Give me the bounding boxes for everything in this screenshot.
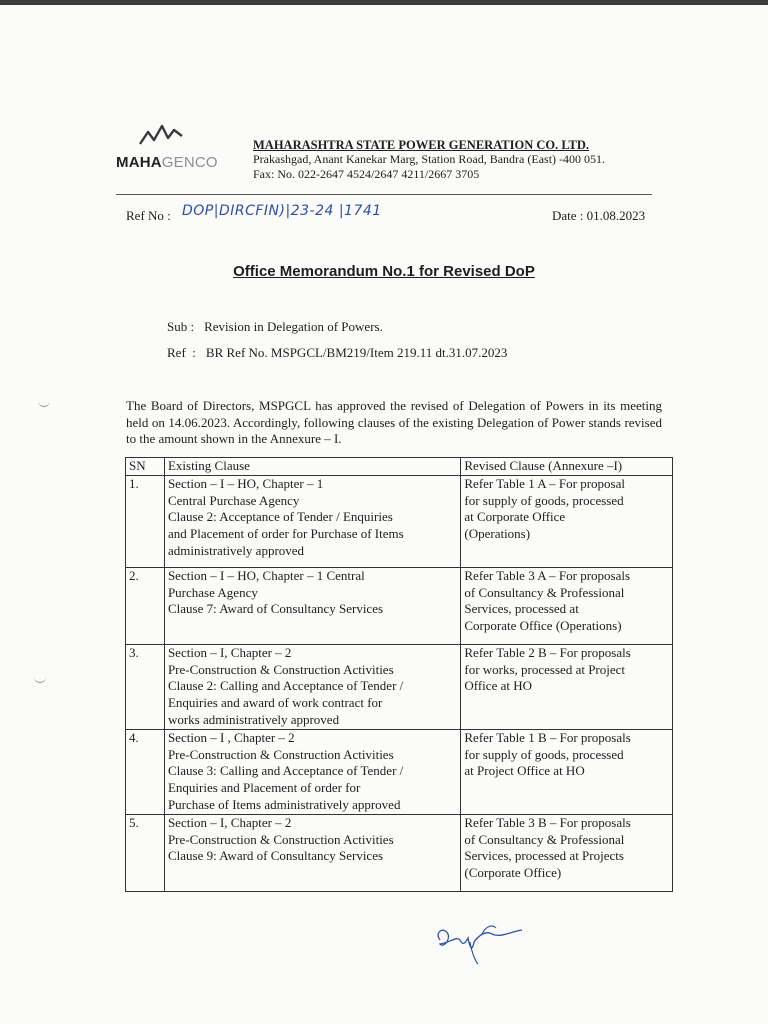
scan-hole-mark [38, 400, 50, 407]
table-row [126, 814, 673, 891]
scan-top-border [0, 0, 768, 5]
revised-clause-line: Services, processed at Projects [464, 848, 624, 864]
header-divider [116, 194, 652, 195]
logo-wordmark [116, 154, 218, 171]
table-row [126, 729, 673, 814]
dop-revision-table [125, 457, 673, 892]
table-header-row [126, 458, 673, 476]
logo-light-text: GENCO [161, 154, 218, 171]
revised-clause-line: of Consultancy & Professional [464, 584, 625, 600]
mahagenco-logo [116, 120, 226, 180]
company-fax: Fax: No. 022-2647 4524/2647 4211/2667 3705 [253, 167, 480, 181]
row-existing-clause [164, 729, 460, 814]
existing-clause-line: Section – I – HO, Chapter – 1 [167, 475, 324, 491]
existing-clause-line: Pre-Construction & Construction Activities [167, 746, 394, 762]
revised-clause-line: at Corporate Office [464, 509, 566, 525]
existing-clause-line: Section – I, Chapter – 2 [167, 814, 292, 830]
existing-clause-line: Section – I, Chapter – 2 [167, 644, 292, 660]
reference-text: BR Ref No. MSPGCL/BM219/Item 219.11 dt.31.07.2023 [205, 345, 508, 360]
revised-clause-line: (Operations) [464, 526, 531, 542]
revised-clause-line: Refer Table 1 B – For proposals [464, 729, 631, 745]
table-row [126, 475, 673, 567]
company-header [253, 138, 673, 182]
revised-clause-line: of Consultancy & Professional [464, 831, 625, 847]
revised-clause-line: Refer Table 3 A – For proposals [464, 567, 631, 583]
row-sn: 1. [126, 475, 165, 567]
row-sn: 3. [126, 644, 165, 729]
existing-clause-line: administratively approved [167, 542, 305, 558]
logo-bold-text: MAHA [116, 154, 162, 171]
subject-colon: : [190, 319, 195, 334]
scan-hole-mark [34, 676, 46, 683]
existing-clause-line: Purchase of Items administratively approved [167, 796, 401, 812]
header-revised-clause: Revised Clause (Annexure –I) [461, 458, 673, 476]
row-sn: 2. [126, 567, 165, 644]
company-name: MAHARASHTRA STATE POWER GENERATION CO. LTD. [253, 138, 590, 152]
company-address: Prakashgad, Anant Kanekar Marg, Station Road, Bandra (East) -400 051. [253, 152, 606, 166]
existing-clause-line: Section – I – HO, Chapter – 1 Central [167, 567, 365, 583]
revised-clause-line: Refer Table 2 B – For proposals [464, 644, 631, 660]
document-date: Date : 01.08.2023 [552, 208, 646, 223]
row-existing-clause [164, 475, 460, 567]
revised-clause-line: Services, processed at [464, 601, 579, 617]
row-sn: 4. [126, 729, 165, 814]
existing-clause-line: and Placement of order for Purchase of Items [167, 526, 404, 542]
subject-line [167, 319, 383, 335]
existing-clause-line: Clause 3: Calling and Acceptance of Tender / [167, 763, 404, 779]
revised-clause-line: for works, processed at Project [464, 661, 626, 677]
revised-clause-line: (Corporate Office) [464, 865, 562, 881]
row-revised-clause [461, 475, 673, 567]
revised-clause-line: Refer Table 1 A – For proposal [464, 475, 625, 491]
row-revised-clause [461, 729, 673, 814]
revised-clause-line: at Project Office at HO [464, 763, 585, 779]
subject-label: Sub [167, 319, 188, 334]
memo-title: Office Memorandum No.1 for Revised DoP [233, 263, 535, 280]
row-revised-clause [461, 814, 673, 891]
existing-clause-line: Pre-Construction & Construction Activities [167, 831, 394, 847]
ref-no-label: Ref No : [126, 208, 171, 223]
reference-line [167, 345, 507, 361]
signature-scribble-icon [430, 918, 530, 968]
revised-clause-line: for supply of goods, processed [464, 746, 624, 762]
reference-colon: : [192, 345, 196, 360]
existing-clause-line: Clause 2: Calling and Acceptance of Tender / [167, 678, 404, 694]
table-row [126, 644, 673, 729]
signature [430, 918, 530, 973]
row-existing-clause [164, 567, 460, 644]
revised-clause-line: for supply of goods, processed [464, 492, 624, 508]
memo-title-wrap [0, 263, 768, 280]
existing-clause-line: Pre-Construction & Construction Activities [167, 661, 394, 677]
header-existing-clause: Existing Clause [164, 458, 460, 476]
existing-clause-line: Clause 2: Acceptance of Tender / Enquiries [167, 509, 393, 525]
logo-wave-icon [138, 122, 184, 148]
existing-clause-line: Central Purchase Agency [167, 492, 300, 508]
existing-clause-line: Purchase Agency [167, 584, 258, 600]
body-paragraph: The Board of Directors, MSPGCL has approved the revised of Delegation of Powers in its meeting held on 14.06.2023. Accordingly, following clauses of the existing Delegation of Power stands revised to the amount shown in the Annexure – I. [126, 398, 662, 446]
subject-text: Revision in Delegation of Powers. [204, 319, 383, 334]
row-sn: 5. [126, 814, 165, 891]
revised-clause-line: Refer Table 3 B – For proposals [464, 814, 631, 830]
existing-clause-line: Section – I , Chapter – 2 [167, 729, 295, 745]
existing-clause-line: Enquiries and award of work contract for [167, 695, 383, 711]
row-existing-clause [164, 814, 460, 891]
row-existing-clause [164, 644, 460, 729]
existing-clause-line: Enquiries and Placement of order for [167, 780, 361, 796]
revised-clause-line: Office at HO [464, 678, 532, 694]
revised-clause-line: Corporate Office (Operations) [464, 618, 622, 634]
existing-clause-line: Clause 7: Award of Consultancy Services [167, 601, 384, 617]
existing-clause-line: Clause 9: Award of Consultancy Services [167, 848, 384, 864]
row-revised-clause [461, 567, 673, 644]
existing-clause-line: works administratively approved [167, 711, 340, 727]
reference-label: Ref [167, 345, 186, 360]
row-revised-clause [461, 644, 673, 729]
table-row [126, 567, 673, 644]
header-sn: SN [126, 458, 165, 476]
ref-no-handwritten: DOP|DIRCFIN)|23-24 |1741 [182, 203, 382, 219]
